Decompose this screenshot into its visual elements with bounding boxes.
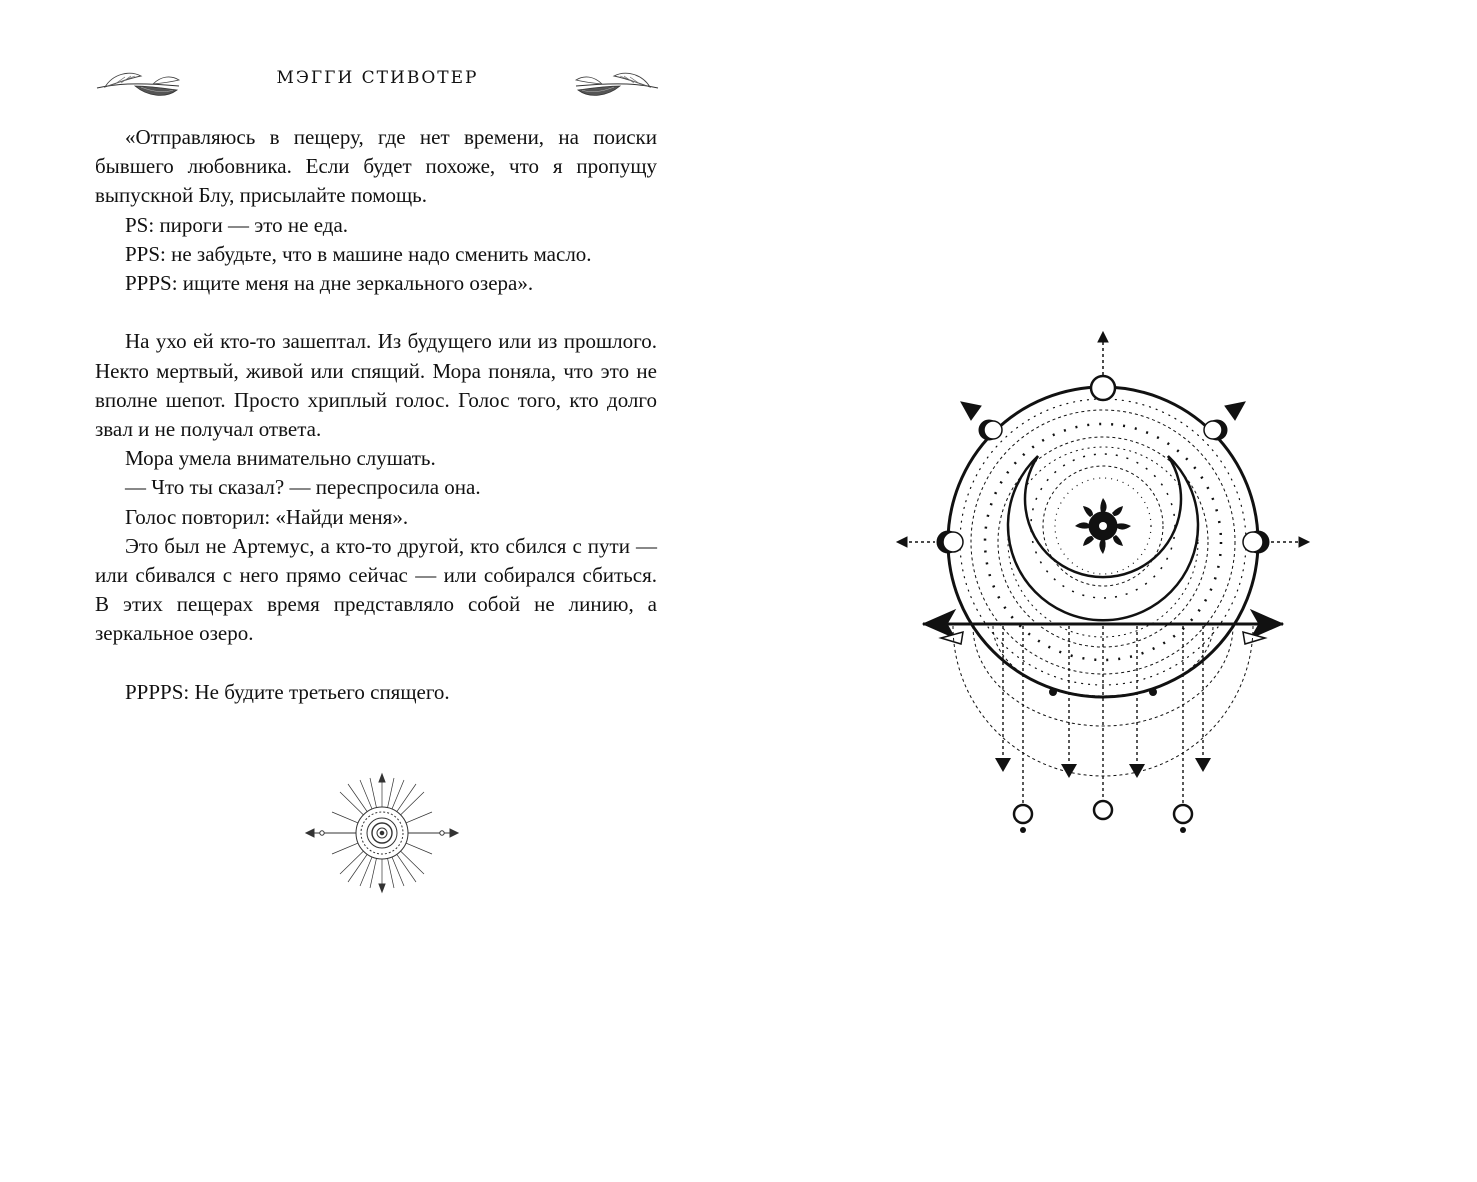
paragraph: На ухо ей кто-то зашептал. Из будущего или из прошлого. Некто мертвый, живой или спящий. Мора поняла, что это не вполне шепот. Просто хриплый голос. Голос того, кто долго звал и не получал ответа. bbox=[95, 329, 657, 442]
running-head-author: МЭГГИ СТИВОТЕР bbox=[276, 68, 479, 88]
paragraph: Это был не Артемус, а кто-то другой, кто сбился с пути — или сбивался с него прямо сейчас — или собирался сбиться. В этих пещерах время представляло собой не линию, а зеркальное озеро. bbox=[95, 533, 657, 646]
sunburst-ornament-icon bbox=[302, 772, 462, 894]
right-page bbox=[738, 0, 1477, 1182]
running-head bbox=[95, 62, 660, 102]
paragraph: — Что ты сказал? — переспросила она. bbox=[125, 475, 481, 500]
body-text bbox=[95, 123, 657, 707]
paragraph: Мора умела внимательно слушать. bbox=[125, 446, 436, 471]
paragraph: PPS: не забудьте, что в машине надо сменить масло. bbox=[125, 241, 592, 266]
paragraph: PS: пироги — это не еда. bbox=[125, 212, 349, 237]
left-page bbox=[0, 0, 738, 1182]
leaf-ornament-icon bbox=[572, 66, 660, 100]
dreamcatcher-moon-icon bbox=[893, 326, 1313, 838]
paragraph: PPPS: ищите меня на дне зеркального озера». bbox=[125, 271, 534, 296]
paragraph: Голос повторил: «Найди меня». bbox=[125, 504, 409, 529]
paragraph: «Отправляюсь в пещеру, где нет времени, на поиски бывшего любовника. Если будет похоже, что я пропущу выпускной Блу, присылайте помощь. bbox=[95, 125, 657, 208]
paragraph: PPPPS: Не будите третьего спящего. bbox=[125, 679, 450, 704]
